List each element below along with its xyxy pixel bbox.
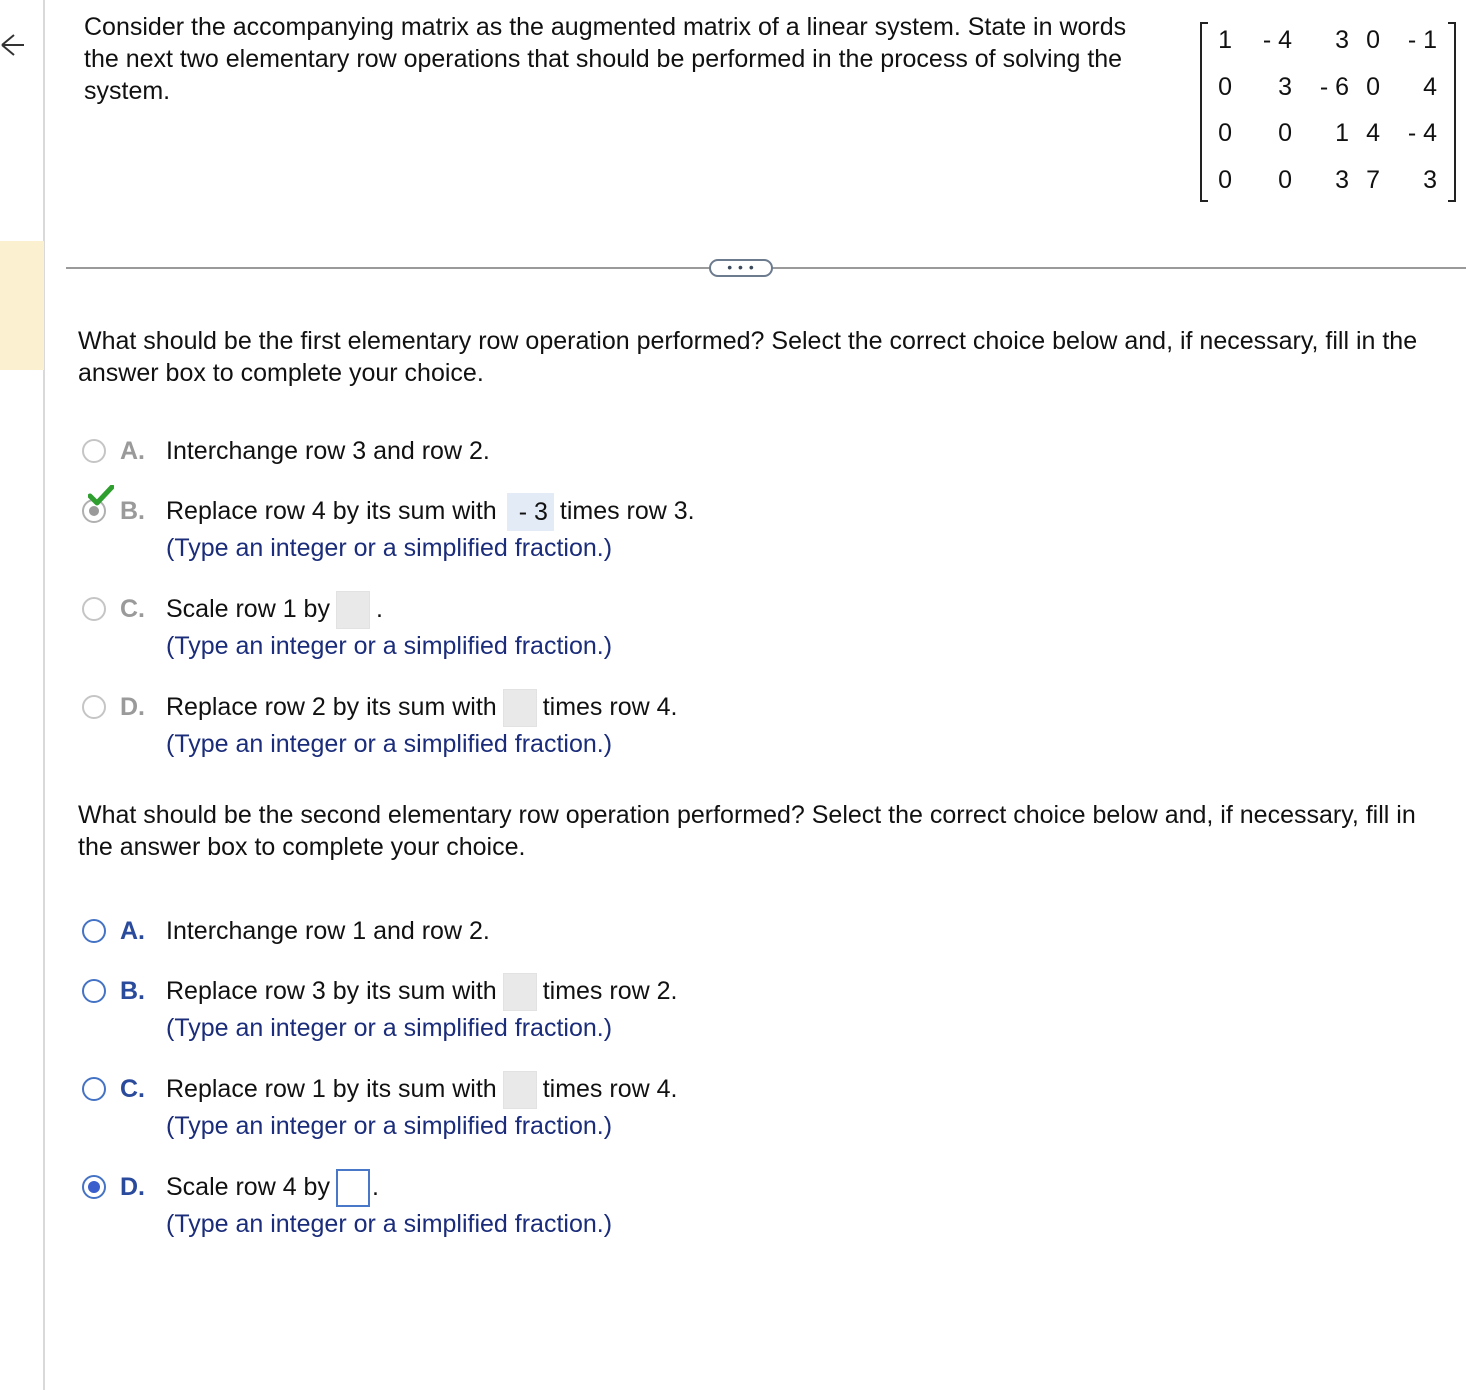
q2-c-answer-box[interactable]: [503, 1071, 537, 1109]
matrix-cell: - 1: [1407, 26, 1437, 54]
more-button[interactable]: • • •: [709, 259, 773, 277]
intro-text: Consider the accompanying matrix as the augmented matrix of a linear system. State in words the next two elementary row operations that should be performed in the process of solving the system.: [84, 13, 1127, 105]
matrix-cell: 4: [1366, 119, 1380, 147]
q2-radio-c[interactable]: [82, 1077, 106, 1101]
matrix-cell: 1: [1335, 119, 1349, 147]
left-rail: [0, 0, 45, 1390]
q2-b-answer-box[interactable]: [503, 973, 537, 1011]
q2-radio-a[interactable]: [82, 919, 106, 943]
choice-hint: (Type an integer or a simplified fraction.): [166, 534, 613, 562]
matrix-cell: - 4: [1262, 26, 1292, 54]
q2-radio-d[interactable]: [82, 1175, 106, 1199]
choice-text: Scale row 1 by .: [166, 589, 383, 629]
choice-letter: A.: [120, 917, 145, 945]
choice-text: Interchange row 3 and row 2.: [166, 437, 490, 465]
matrix-cell: 1: [1218, 26, 1232, 54]
augmented-matrix: [1200, 18, 1456, 204]
matrix-cell: - 6: [1319, 73, 1349, 101]
choice-letter: C.: [120, 595, 145, 623]
choice-hint: (Type an integer or a simplified fraction.): [166, 730, 613, 758]
matrix-cell: 0: [1278, 119, 1292, 147]
question-1-prompt: What should be the first elementary row operation performed? Select the correct choice below and, if necessary, fill in the answer box to complete your choice.: [78, 327, 1418, 387]
choice-letter: B.: [120, 497, 145, 525]
choice-letter: A.: [120, 437, 145, 465]
choice-letter: D.: [120, 1173, 145, 1201]
choice-letter: C.: [120, 1075, 145, 1103]
matrix-cell: 0: [1366, 26, 1380, 54]
matrix-cell: 3: [1423, 166, 1437, 194]
question-tab-highlight[interactable]: [0, 241, 44, 370]
matrix-cell: 0: [1218, 166, 1232, 194]
matrix-cell: 0: [1218, 119, 1232, 147]
choice-letter: B.: [120, 977, 145, 1005]
q1-radio-a[interactable]: [82, 439, 106, 463]
matrix-cell: 3: [1335, 26, 1349, 54]
q1-d-answer-box: [503, 689, 537, 727]
choice-text: Replace row 4 by its sum with - 3 times row 3.: [166, 491, 695, 531]
q2-d-answer-input[interactable]: [336, 1169, 370, 1207]
matrix-cell: 0: [1278, 166, 1292, 194]
matrix-cell: 4: [1423, 73, 1437, 101]
matrix-cell: 7: [1366, 166, 1380, 194]
correct-check-icon: [88, 485, 114, 507]
choice-text: Scale row 4 by .: [166, 1167, 379, 1207]
choice-letter: D.: [120, 693, 145, 721]
matrix-cell: 0: [1218, 73, 1232, 101]
matrix-right-bracket: [1448, 22, 1456, 202]
q1-radio-d[interactable]: [82, 695, 106, 719]
matrix-cell: - 4: [1407, 119, 1437, 147]
q1-radio-c[interactable]: [82, 597, 106, 621]
choice-hint: (Type an integer or a simplified fraction.): [166, 632, 613, 660]
q1-b-answer-value: - 3: [507, 493, 554, 531]
back-arrow-icon[interactable]: [0, 30, 24, 60]
matrix-cell: 0: [1366, 73, 1380, 101]
choice-text: Replace row 2 by its sum with times row 4.: [166, 687, 677, 727]
choice-hint: (Type an integer or a simplified fraction.): [166, 1112, 613, 1140]
choice-hint: (Type an integer or a simplified fraction.): [166, 1014, 613, 1042]
choice-hint: (Type an integer or a simplified fraction.): [166, 1210, 613, 1238]
choice-text: Interchange row 1 and row 2.: [166, 917, 490, 945]
question-2-prompt: What should be the second elementary row operation performed? Select the correct choice below and, if necessary, fill in the answer box to complete your choice.: [78, 801, 1416, 861]
q2-radio-b[interactable]: [82, 979, 106, 1003]
q1-c-answer-box: [336, 591, 370, 629]
matrix-cell: 3: [1335, 166, 1349, 194]
matrix-cell: 3: [1278, 73, 1292, 101]
choice-text: Replace row 1 by its sum with times row 4.: [166, 1069, 677, 1109]
choice-text: Replace row 3 by its sum with times row 2.: [166, 971, 677, 1011]
